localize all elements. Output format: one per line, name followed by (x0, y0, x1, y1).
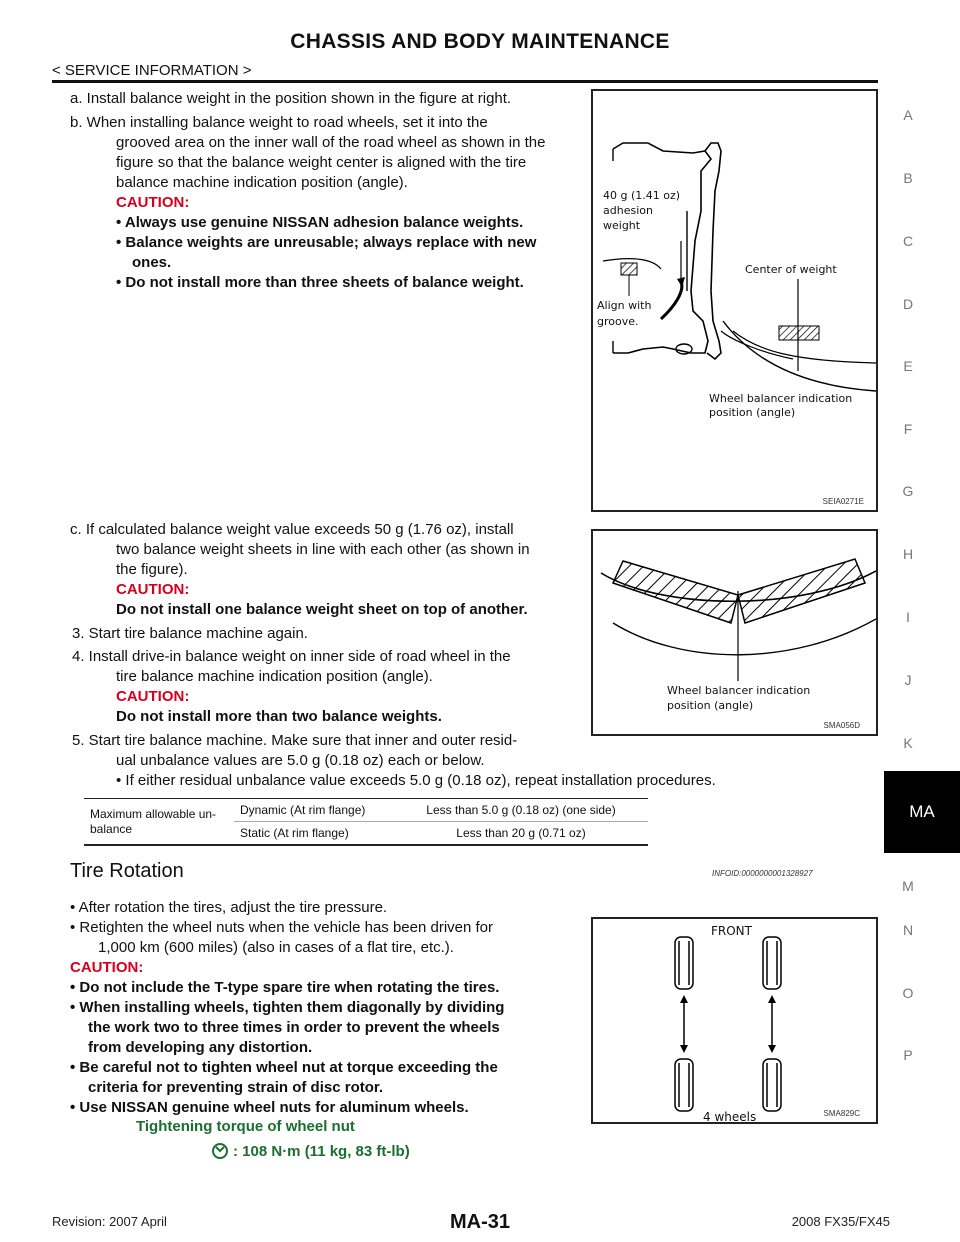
caution-bullet: • Be careful not to tighten wheel nut at torque exceeding the (70, 1059, 498, 1076)
step-c-line: the figure). (116, 561, 188, 578)
tr-bullet-cont: 1,000 km (600 miles) (also in cases of a flat tire, etc.). (98, 939, 454, 956)
page-subtitle: < SERVICE INFORMATION > (52, 62, 252, 79)
torque-value-row (211, 1142, 410, 1160)
figure1-label-align-2: groove. (597, 315, 639, 328)
figure-balance-weight-position (591, 89, 878, 512)
figure2-label-2: position (angle) (667, 699, 754, 712)
figure1-code: SEIA0271E (822, 497, 864, 506)
figure2-code: SMA056D (823, 721, 860, 730)
step-3: 3. Start tire balance machine again. (72, 625, 308, 642)
step-5-line: 5. Start tire balance machine. Make sure that inner and outer resid- (72, 732, 518, 749)
two-weights-diagram (593, 531, 876, 734)
tire-rear-right (763, 1059, 781, 1111)
figure1-label-align-1: Align with (597, 299, 652, 312)
section-title-tire-rotation: Tire Rotation (70, 860, 184, 882)
caution-bullet: • Do not include the T-type spare tire when rotating the tires. (70, 979, 500, 996)
side-index-b[interactable]: B (903, 170, 913, 186)
page-number: MA-31 (449, 1211, 510, 1233)
side-index-o[interactable]: O (902, 985, 914, 1001)
figure2-label-1: Wheel balancer indication (667, 684, 811, 697)
side-index-g[interactable]: G (902, 483, 914, 499)
caution-heading: CAUTION: (70, 959, 144, 976)
figure1-label-indication-1: Wheel balancer indication (709, 392, 853, 405)
side-index-f[interactable]: F (903, 421, 913, 437)
caution-heading: CAUTION: (116, 581, 190, 598)
step-c (70, 520, 580, 620)
side-index-e[interactable]: E (903, 358, 913, 374)
tr-bullet: • Retighten the wheel nuts when the vehicle has been driven for (70, 919, 494, 936)
step-4 (72, 647, 582, 727)
caution-text: Do not install more than two balance weights. (116, 708, 442, 725)
info-id: INFOID:0000000001328927 (712, 869, 813, 878)
tire-rotation-body (70, 898, 580, 1118)
footer-revision: Revision: 2007 April (52, 1214, 167, 1229)
tire-rear-left (675, 1059, 693, 1111)
caution-bullet-cont: from developing any distortion. (88, 1039, 313, 1056)
spec-row-header (84, 799, 234, 844)
step-c-line: two balance weight sheets in line with each other (as shown in (116, 541, 530, 558)
spec-row-header-line: Maximum allowable un- (90, 806, 217, 821)
caution-bullet: • Do not install more than three sheets of balance weight. (116, 274, 524, 291)
step-b (70, 113, 580, 293)
tire-front-left (675, 937, 693, 989)
side-index-n[interactable]: N (902, 922, 914, 938)
step-4-line: tire balance machine indication position (angle). (116, 668, 433, 685)
caution-bullet: • When installing wheels, tighten them diagonally by dividing (70, 999, 505, 1016)
figure1-label-indication-2: position (angle) (709, 406, 796, 419)
side-index-p[interactable]: P (903, 1047, 913, 1063)
header-rule (52, 80, 878, 83)
step-5 (72, 731, 872, 791)
step-5-bullet: • If either residual unbalance value exceeds 5.0 g (0.18 oz), repeat installation procedures. (116, 772, 716, 789)
figure1-label-weight-1: 40 g (1.41 oz) (603, 189, 681, 202)
step-c-line: c. If calculated balance weight value exceeds 50 g (1.76 oz), install (70, 521, 514, 538)
caution-text: Do not install one balance weight sheet on top of another. (116, 601, 528, 618)
figure3-label-front: FRONT (711, 924, 752, 938)
side-index-d[interactable]: D (902, 296, 914, 312)
step-b-line: grooved area on the inner wall of the road wheel as shown in the (116, 134, 546, 151)
caution-bullet-cont: criteria for preventing strain of disc rotor. (88, 1079, 384, 1096)
torque-value: : 108 N·m (11 kg, 83 ft-lb) (233, 1142, 410, 1160)
wheel-cross-section-diagram (593, 91, 876, 510)
spec-value-static: Less than 20 g (0.71 oz) (456, 826, 586, 840)
figure-tire-rotation (591, 917, 878, 1124)
side-index-j[interactable]: J (904, 672, 912, 688)
step-b-line: balance machine indication position (angle). (116, 174, 408, 191)
side-index-ma-active[interactable]: MA (884, 771, 960, 853)
figure3-label-wheels: 4 wheels (703, 1110, 757, 1122)
tr-bullet: • After rotation the tires, adjust the tire pressure. (70, 899, 388, 916)
side-index-k[interactable]: K (903, 735, 913, 751)
torque-label: Tightening torque of wheel nut (136, 1118, 355, 1135)
caution-heading: CAUTION: (116, 194, 190, 211)
figure1-label-center: Center of weight (745, 263, 837, 276)
side-index-c[interactable]: C (902, 233, 914, 249)
spec-label-dynamic: Dynamic (At rim flange) (234, 799, 394, 822)
step-5-line: ual unbalance values are 5.0 g (0.18 oz) each or below. (116, 752, 485, 769)
footer-model: 2008 FX35/FX45 (791, 1214, 890, 1229)
page-title: CHASSIS AND BODY MAINTENANCE (290, 30, 670, 53)
tire-rotation-diagram (593, 919, 876, 1122)
caution-bullet: • Use NISSAN genuine wheel nuts for aluminum wheels. (70, 1099, 469, 1116)
side-index-h[interactable]: H (902, 546, 914, 562)
spec-row-header-line: balance (90, 821, 133, 836)
figure3-code: SMA829C (823, 1109, 860, 1118)
side-index-m[interactable]: M (902, 878, 914, 894)
step-4-line: 4. Install drive-in balance weight on inner side of road wheel in the (72, 648, 511, 665)
step-b-line: b. When installing balance weight to road wheels, set it into the (70, 114, 488, 131)
step-b-line: figure so that the balance weight center is aligned with the tire (116, 154, 527, 171)
side-index-i[interactable]: I (906, 609, 910, 625)
unbalance-spec-table (84, 798, 648, 846)
figure1-label-weight-3: weight (603, 219, 641, 232)
caution-bullet: • Always use genuine NISSAN adhesion balance weights. (116, 214, 524, 231)
torque-wrench-icon (211, 1142, 229, 1160)
figure-two-weights-in-line (591, 529, 878, 736)
caution-bullet-cont: ones. (132, 254, 172, 271)
figure1-label-weight-2: adhesion (603, 204, 653, 217)
side-index-a[interactable]: A (903, 107, 913, 123)
spec-label-static: Static (At rim flange) (240, 826, 349, 840)
caution-bullet: • Balance weights are unreusable; always replace with new (116, 234, 537, 251)
spec-value-dynamic: Less than 5.0 g (0.18 oz) (one side) (394, 799, 648, 822)
caution-heading: CAUTION: (116, 688, 190, 705)
caution-bullet-cont: the work two to three times in order to prevent the wheels (88, 1019, 500, 1036)
tire-front-right (763, 937, 781, 989)
step-a: a. Install balance weight in the position shown in the figure at right. (70, 90, 512, 107)
